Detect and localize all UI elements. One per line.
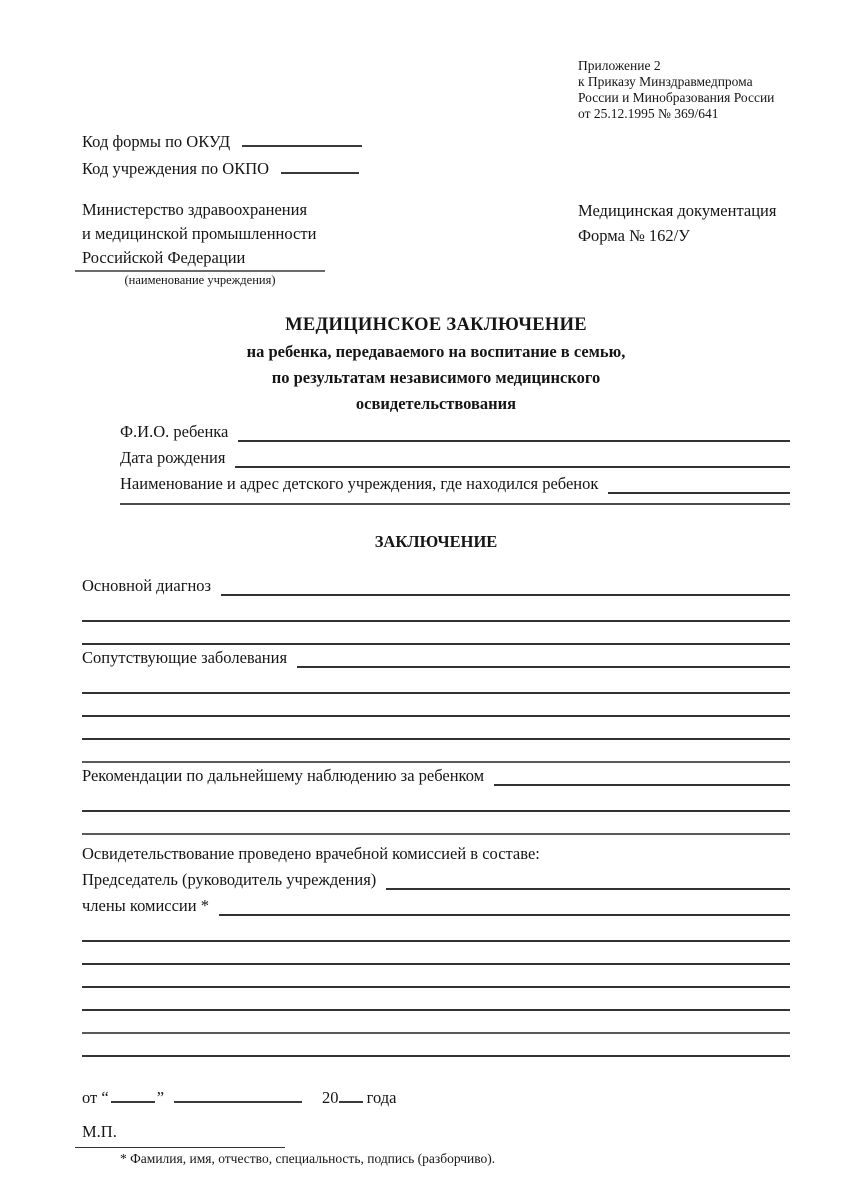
diagnosis-row — [82, 573, 790, 599]
writing-line — [82, 717, 790, 740]
date-day-blank-line — [111, 1088, 155, 1103]
writing-line — [82, 942, 790, 965]
okpo-code-row — [82, 155, 790, 182]
writing-line — [82, 965, 790, 988]
recommendations-row — [82, 763, 790, 789]
okud-code-blank-line — [242, 132, 362, 147]
commission-members-label: члены комиссии * — [82, 896, 209, 915]
institution-name-caption: (наименование учреждения) — [124, 273, 276, 287]
recommendations-blank-line — [494, 763, 790, 786]
document-title — [82, 312, 790, 417]
chairman-label: Председатель (руководитель учреждения) — [82, 870, 377, 889]
writing-line — [82, 671, 790, 694]
fio-field-blank-line — [238, 419, 790, 442]
okud-code-label: Код формы по ОКУД — [82, 132, 231, 151]
med-documentation-line: Медицинская документация — [578, 201, 777, 220]
conclusion-heading: ЗАКЛЮЧЕНИЕ — [374, 532, 498, 551]
institution-blank-line — [608, 471, 790, 494]
diagnosis-blank-line — [221, 573, 790, 596]
writing-line — [82, 812, 790, 835]
fio-field-row — [120, 419, 790, 445]
date-year-blank-line — [339, 1088, 363, 1103]
date-year-suffix: года — [366, 1088, 397, 1107]
title-subtitle: на ребенка, передаваемого на воспитание в семью, — [246, 342, 626, 361]
fio-field-label: Ф.И.О. ребенка — [120, 422, 229, 441]
chairman-row — [82, 867, 790, 893]
appendix-line: Приложение 2 — [578, 58, 661, 73]
title-subtitle: освидетельствования — [355, 394, 517, 413]
title-subtitle: по результатам независимого медицинского — [271, 368, 601, 387]
commission-members-row — [82, 893, 790, 919]
footnote-text: * Фамилия, имя, отчество, специальность, подпись (разборчиво). — [120, 1151, 496, 1166]
commission-members-blank-line — [219, 893, 790, 916]
footnote-separator — [75, 1147, 285, 1148]
form-codes — [82, 128, 790, 182]
writing-line — [82, 988, 790, 1011]
institution-field-label: Наименование и адрес детского учреждения, где находился ребенок — [120, 474, 599, 493]
chairman-blank-line — [386, 867, 790, 890]
appendix-line: от 25.12.1995 № 369/641 — [578, 106, 719, 121]
writing-line — [82, 919, 790, 942]
date-prefix: от “ — [82, 1088, 109, 1107]
form-number-line: Форма № 162/У — [578, 226, 690, 245]
ministry-line: и медицинской промышленности — [82, 224, 317, 243]
writing-line — [82, 789, 790, 812]
med-documentation-block — [578, 198, 776, 248]
birth-date-blank-line — [235, 445, 790, 468]
okpo-code-label: Код учреждения по ОКПО — [82, 159, 270, 178]
writing-line — [82, 694, 790, 717]
ministry-line: Российской Федерации — [82, 248, 246, 267]
seal-placeholder: М.П. — [82, 1122, 117, 1141]
okud-code-row — [82, 128, 790, 155]
institution-field-row — [120, 471, 790, 497]
title-main: МЕДИЦИНСКОЕ ЗАКЛЮЧЕНИЕ — [285, 315, 587, 335]
writing-line — [82, 1011, 790, 1034]
birth-date-field-row — [120, 445, 790, 471]
writing-line — [82, 740, 790, 763]
comorbidities-label: Сопутствующие заболевания — [82, 648, 288, 667]
writing-line — [82, 1034, 790, 1057]
okpo-code-blank-line — [281, 159, 359, 174]
appendix-line: к Приказу Минздравмедпрома — [578, 74, 753, 89]
date-month-blank-line — [174, 1088, 302, 1103]
writing-line — [82, 622, 790, 645]
comorbidities-row — [82, 645, 790, 671]
ministry-line: Министерство здравоохранения — [82, 200, 308, 219]
appendix-note — [578, 58, 790, 122]
date-year-prefix: 20 — [322, 1088, 339, 1107]
date-close-quote: ” — [156, 1088, 165, 1107]
commission-intro: Освидетельствование проведено врачебной комиссией в составе: — [82, 844, 540, 863]
recommendations-label: Рекомендации по дальнейшему наблюдению за ребенком — [82, 766, 485, 785]
date-row — [82, 1085, 790, 1111]
writing-line — [82, 599, 790, 622]
institution-continuation-line — [120, 503, 790, 505]
ministry-block — [82, 198, 422, 270]
comorbidities-blank-line — [297, 645, 790, 668]
issuer-header — [82, 198, 790, 270]
child-info-fields — [120, 419, 790, 497]
appendix-line: России и Минобразования России — [578, 90, 775, 105]
diagnosis-label: Основной диагноз — [82, 576, 212, 595]
birth-date-field-label: Дата рождения — [120, 448, 226, 467]
